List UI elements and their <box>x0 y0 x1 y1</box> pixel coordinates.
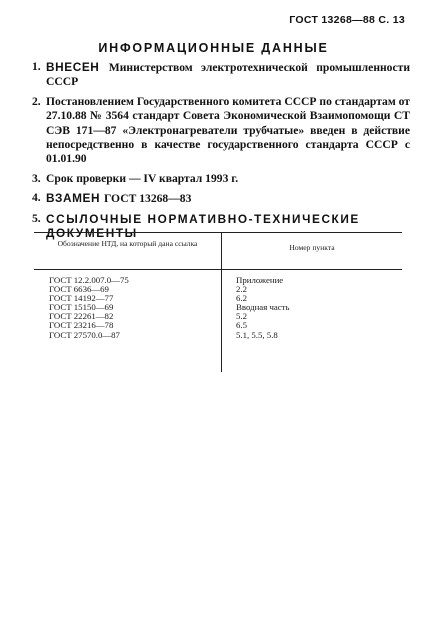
table-header <box>34 233 402 269</box>
section-2 <box>32 95 410 167</box>
section-1 <box>32 60 410 90</box>
table-cell-item: 6.2 <box>236 293 247 304</box>
table-cell-item: 6.5 <box>236 320 247 331</box>
section-number: 1. <box>32 60 41 73</box>
info-sections <box>32 60 410 245</box>
section-text: ГОСТ 13268—83 <box>103 192 192 206</box>
section-text: Министерством электротехнической промышленности СССР <box>46 61 410 89</box>
column-items <box>221 270 402 372</box>
section-text: ССЫЛОЧНЫЕ НОРМАТИВНО-ТЕХНИЧЕСКИЕ ДОКУМЕНТЫ <box>46 211 360 241</box>
section-number: 2. <box>32 94 41 108</box>
table-cell-doc: ГОСТ 22261—82 <box>49 311 114 322</box>
table-cell-item: 5.2 <box>236 311 247 322</box>
section-number: 5. <box>32 211 41 225</box>
table-cell-item: Приложение <box>236 275 284 285</box>
table-cell-doc: ГОСТ 27570.0—87 <box>49 329 120 340</box>
table-cell-doc: ГОСТ 12.2.007.0—75 <box>49 275 129 285</box>
section-4 <box>32 191 410 206</box>
section-3 <box>32 172 410 186</box>
section-text: Постановлением Государственного комитета СССР по стандартам от 27.10.88 № 3564 стандарт Совета Экономической Взаимопомощи СТ СЭВ 171—87 «Электронагреватели трубчатые» введен в действие непосредственно в качестве государственного стандарта СССР с 01.01.90 <box>46 94 410 166</box>
section-lead: ВЗАМЕН <box>46 191 104 206</box>
table-cell-doc: ГОСТ 6636—69 <box>49 284 109 295</box>
table-cell-doc: ГОСТ 14192—77 <box>49 293 114 304</box>
page-title: ИНФОРМАЦИОННЫЕ ДАННЫЕ <box>98 41 329 55</box>
section-number: 3. <box>32 171 41 185</box>
references-table <box>34 232 402 372</box>
section-text: Срок проверки — IV квартал 1993 г. <box>46 171 239 185</box>
section-lead: ВНЕСЕН <box>46 60 109 74</box>
table-cell-item: Вводная часть <box>236 302 290 313</box>
table-cell-doc: ГОСТ 23216—78 <box>49 320 114 331</box>
page-header: ГОСТ 13268—88 С. 13 <box>289 14 405 26</box>
table-cell-doc: ГОСТ 15150—69 <box>49 302 114 313</box>
table-cell-item: 5.1, 5.5, 5.8 <box>236 329 278 340</box>
column-header-document: Обозначение НТД, на который дана ссылка <box>57 239 198 248</box>
table-body <box>34 270 402 372</box>
column-header-item: Номер пункта <box>221 233 402 269</box>
table-cell-item: 2.2 <box>236 284 247 295</box>
section-number: 4. <box>32 191 41 205</box>
column-documents <box>34 270 221 372</box>
